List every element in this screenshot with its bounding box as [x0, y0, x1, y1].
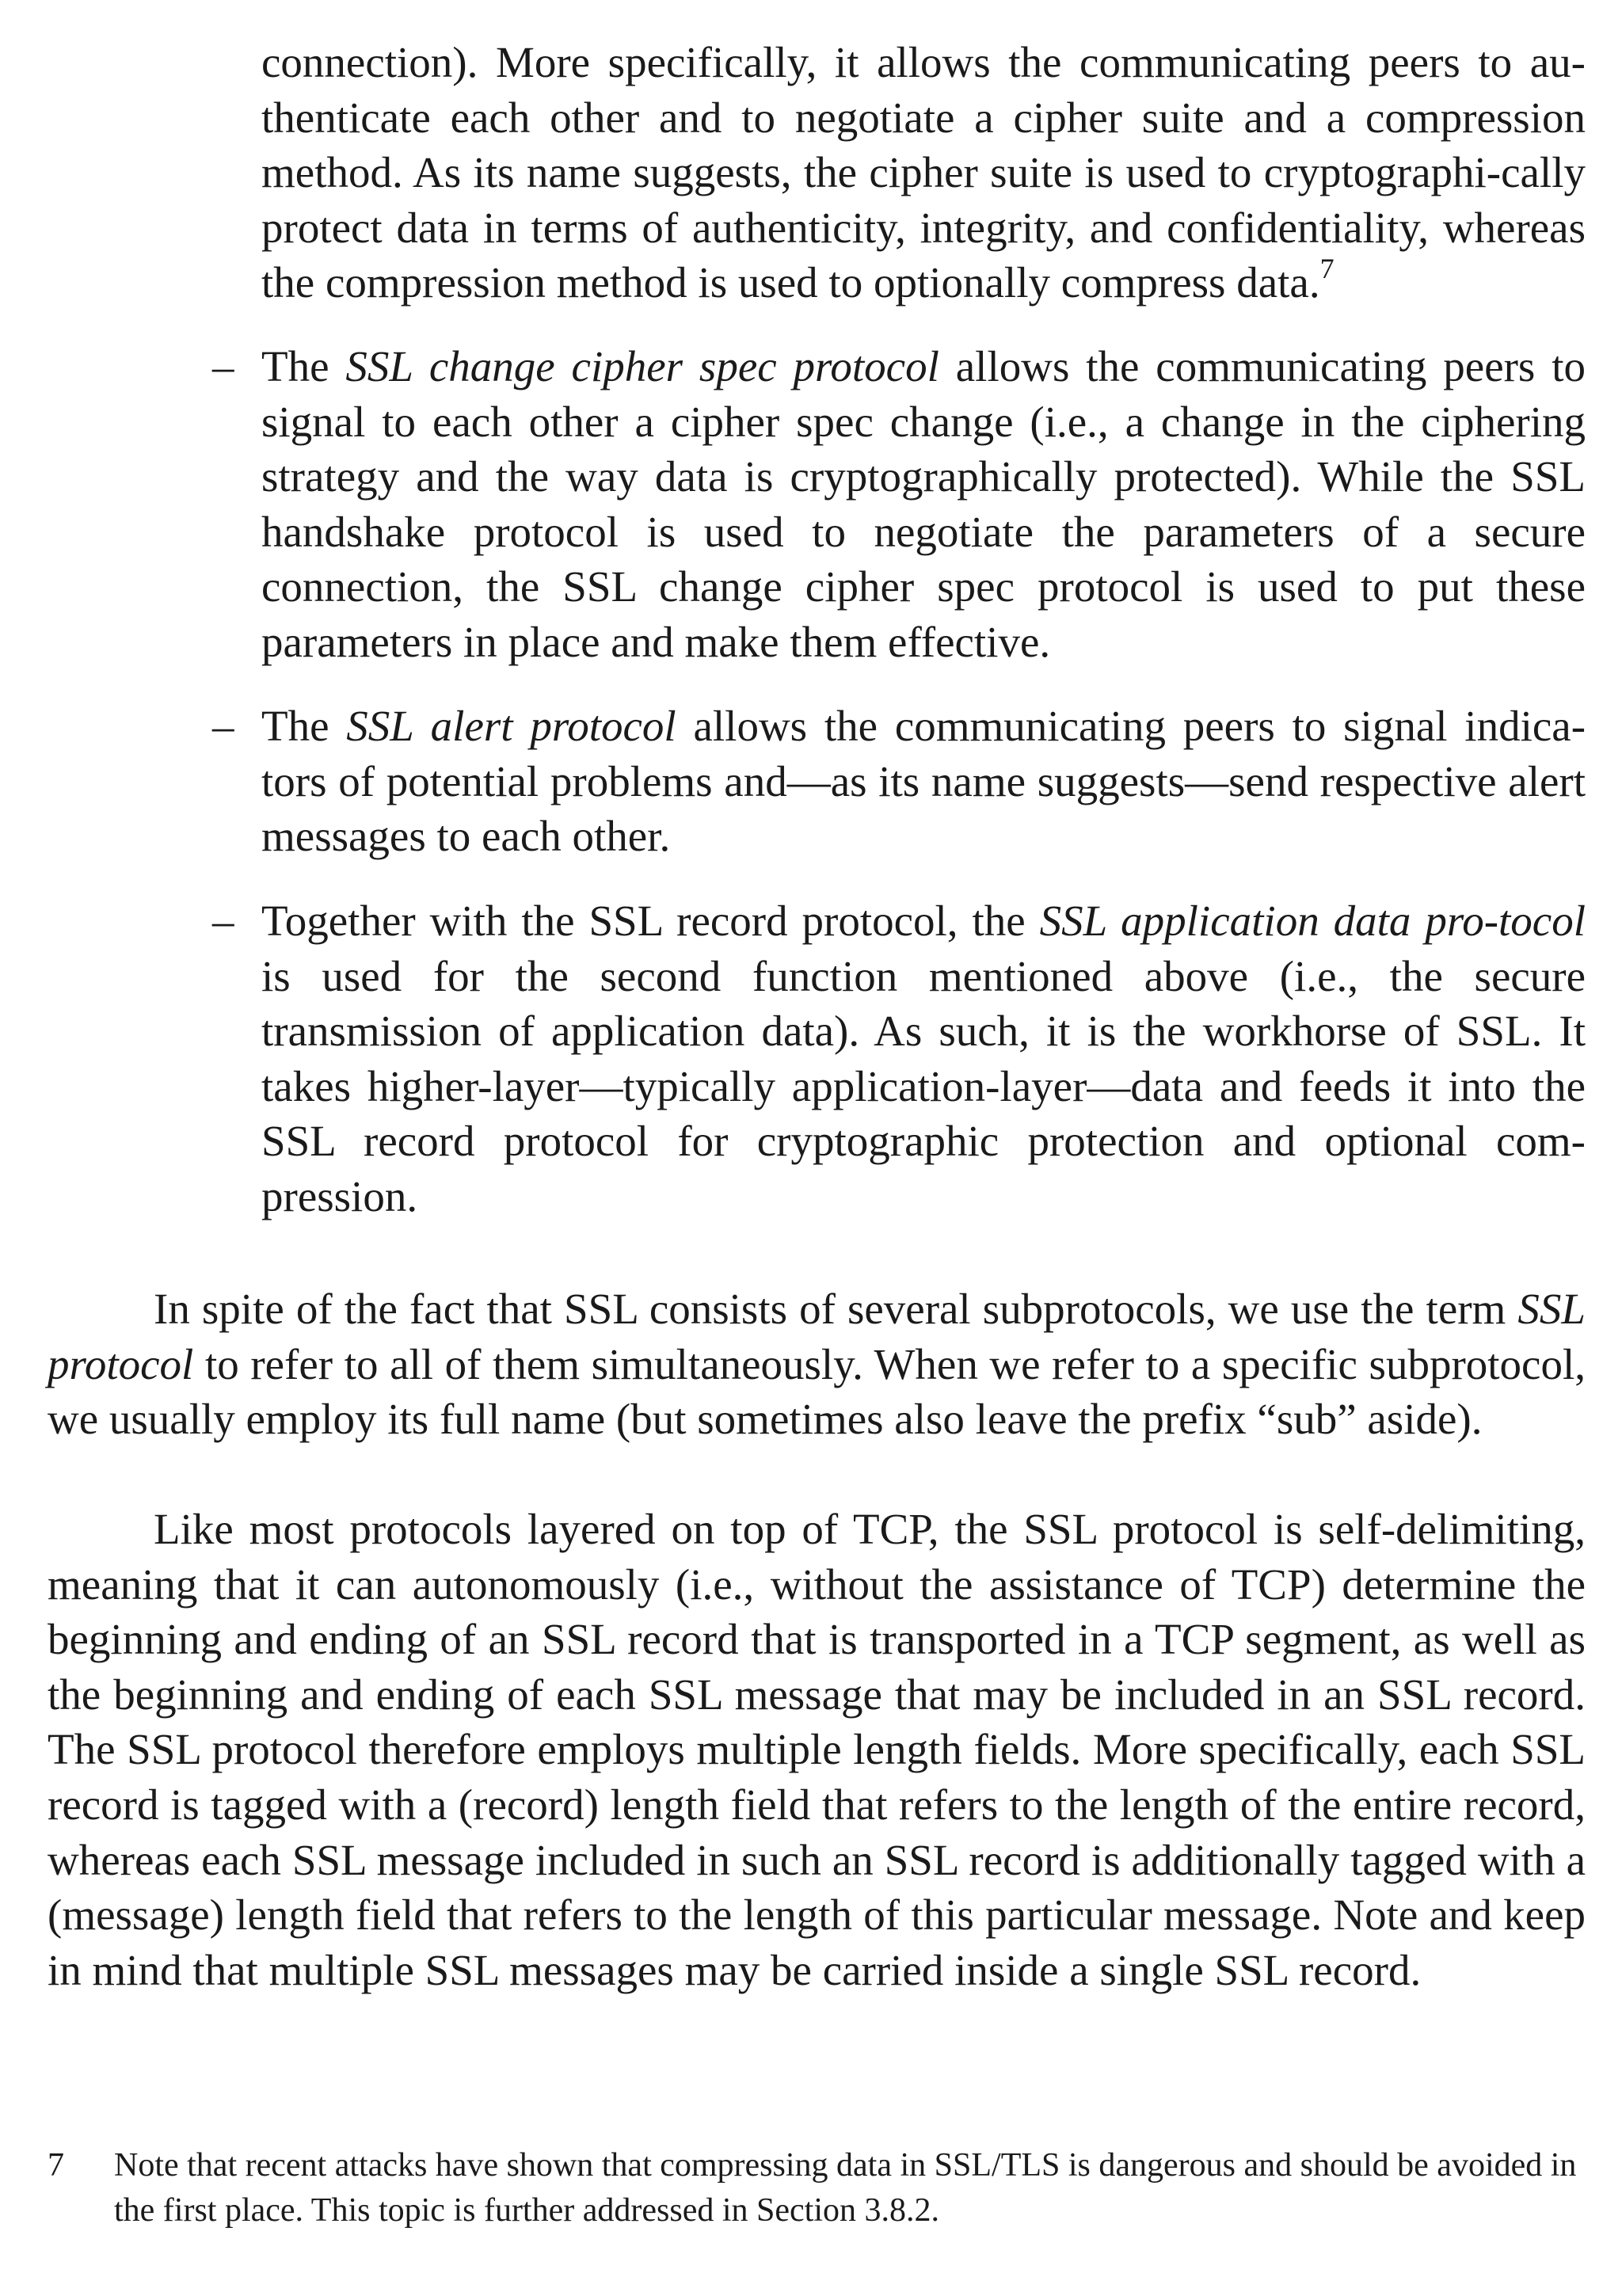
list-dash: – [212, 702, 234, 750]
continuation-text: connection). More specifically, it allows the communicating peers to au-thenticate each other and to negotiate a cipher suite and a compression method. As its name suggests, the cipher suite is used to cryptographi-cally protect data in terms of authenticity, integrity, and confidentiality, whereas the compression method is used to optionally compress data. [261, 38, 1586, 307]
list-item-text: is used for the second function mentioned above (i.e., the secure transmission of application data). As such, it is the workhorse of SSL. It takes higher-layer—typically application-layer—data and feeds it into the SSL record protocol for cryptographic protection and optional com-pression. [261, 951, 1586, 1220]
list-item-text: allows the communicating peers to signal indica-tors of potential problems and—as its name suggests—send respective alert messages to each other. [261, 702, 1586, 861]
footnote-text: Note that recent attacks have shown that compressing data in SSL/TLS is dangerous and should be avoided in the first place. This topic is further addressed in Section 3.8.2. [114, 2147, 1577, 2229]
footnote-reference[interactable]: 7 [1319, 253, 1335, 285]
list-item-continuation [261, 35, 1586, 310]
list-item-change-cipher-spec [212, 339, 1586, 670]
list-item-text: allows the communicating peers to signal to each other a cipher spec change (i.e., a change in the ciphering strategy and the way data is cryptographically protected). While the SSL handshake protocol is used to negotiate the parameters of a secure connection, the SSL change cipher spec protocol is used to put these parameters in place and make them effective. [261, 342, 1586, 666]
list-item-lead: The [261, 702, 347, 750]
list-item-term: SSL alert protocol [346, 702, 676, 750]
paragraph-term: SSL protocol [48, 1285, 1586, 1388]
paragraph-self-delimiting [48, 1502, 1586, 1997]
list-item-lead: Together with the SSL record protocol, the [261, 897, 1040, 945]
paragraph-lead: In spite of the fact that SSL consists of several subprotocols, we use the term [154, 1285, 1518, 1333]
paragraph-text: Like most protocols layered on top of TCP, the SSL protocol is self-delimiting, meaning that it can autonomously (i.e., without the assistance of TCP) determine the beginning and ending of an SSL record that is transported in a TCP segment, as well as the beginning and ending of each SSL message that may be included in an SSL record. The SSL protocol therefore employs multiple length fields. More specifically, each SSL record is tagged with a (record) length field that refers to the length of the entire record, whereas each SSL message included in such an SSL record is additionally tagged with a (message) length field that refers to the length of this particular message. Note and keep in mind that multiple SSL messages may be carried inside a single SSL record. [48, 1505, 1586, 1994]
list-dash: – [212, 897, 234, 945]
footnote-number: 7 [48, 2147, 64, 2184]
list-item-term: SSL application data pro-tocol [1039, 897, 1586, 945]
paragraph-text: to refer to all of them simultaneously. When we refer to a specific subprotocol, we usually employ its full name (but sometimes also leave the prefix “sub” aside). [48, 1339, 1586, 1444]
paragraph-subprotocols [48, 1281, 1586, 1447]
list-item-alert-protocol [212, 699, 1586, 864]
list-dash: – [212, 342, 234, 390]
list-item-application-data [212, 893, 1586, 1224]
list-item-lead: The [261, 342, 346, 390]
list-item-term: SSL change cipher spec protocol [345, 342, 939, 390]
